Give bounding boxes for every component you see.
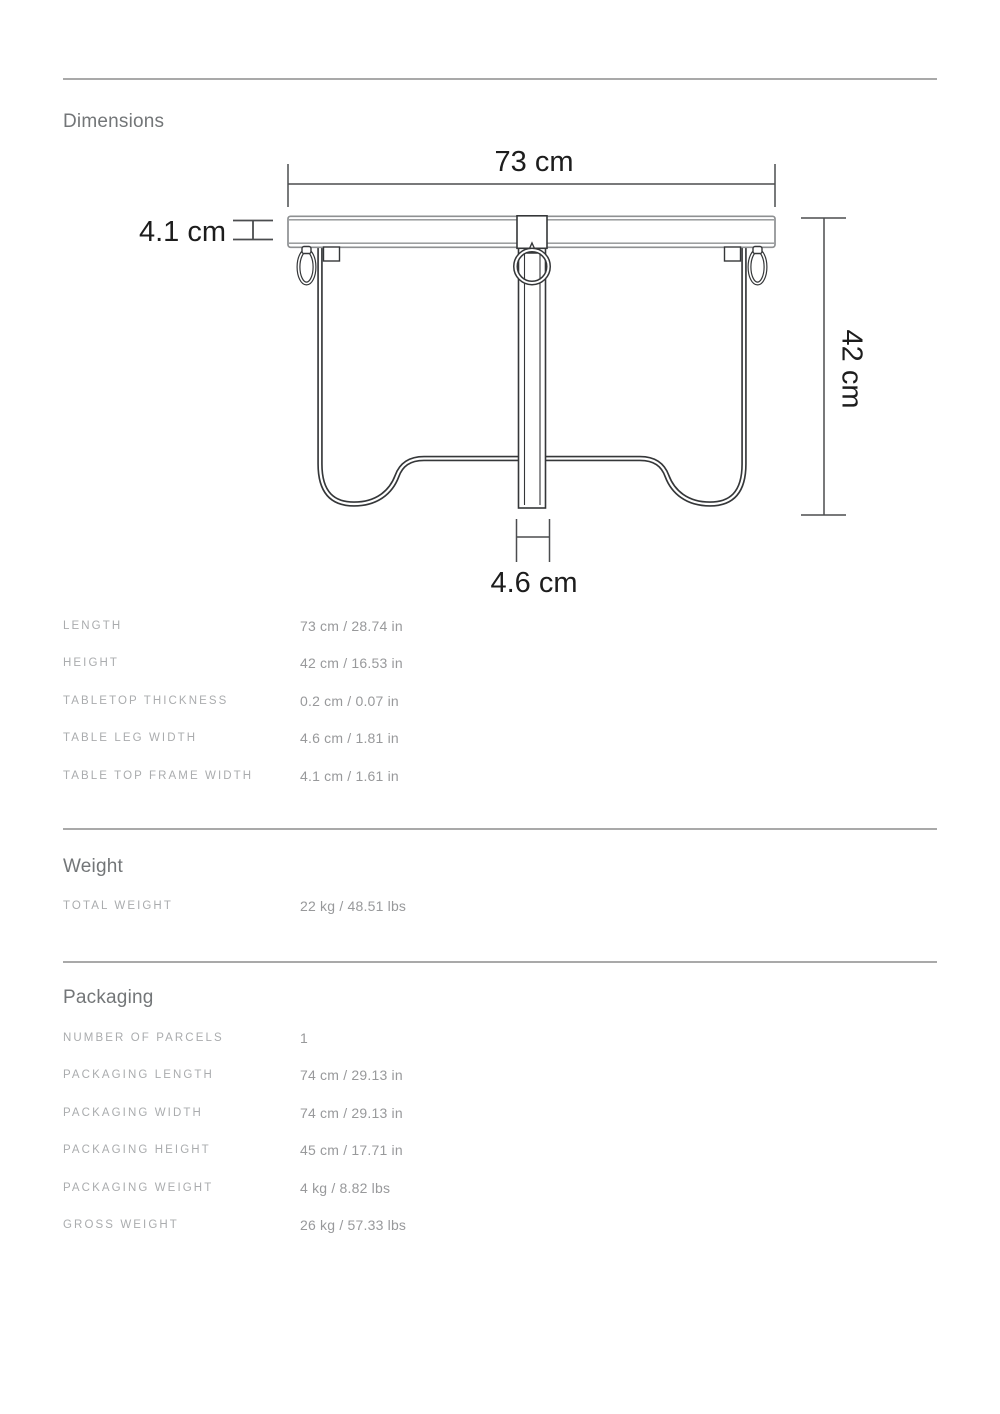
spec-label: TABLE LEG WIDTH: [63, 732, 198, 745]
spec-row-packaging-weight: [63, 1169, 937, 1207]
center-leg: [517, 216, 547, 508]
spec-value: 42 cm / 16.53 in: [300, 655, 403, 672]
dimensions-section-title: Dimensions: [63, 111, 165, 132]
right-leg-bracket: [725, 247, 741, 261]
spec-row-length: [63, 607, 937, 645]
spec-value: 74 cm / 29.13 in: [300, 1067, 403, 1084]
spec-label: PACKAGING WEIGHT: [63, 1181, 214, 1194]
packaging-section-title: Packaging: [63, 987, 154, 1008]
spec-label: NUMBER OF PARCELS: [63, 1031, 224, 1044]
spec-label: PACKAGING HEIGHT: [63, 1144, 211, 1157]
left-leg-bracket: [324, 247, 340, 261]
weight-spec-list: [63, 887, 937, 925]
width-dimension-label: 73 cm: [494, 146, 574, 178]
leg-width-dimension-label: 4.6 cm: [490, 567, 578, 599]
height-dimension-label: 42 cm: [835, 329, 868, 409]
spec-value: 26 kg / 57.33 lbs: [300, 1217, 407, 1234]
frame-width-dimension-label: 4.1 cm: [138, 216, 226, 248]
spec-row-gross-weight: [63, 1207, 937, 1245]
spec-value: 4 kg / 8.82 lbs: [300, 1179, 391, 1196]
right-ring: [750, 247, 766, 284]
spec-value: 0.2 cm / 0.07 in: [300, 692, 399, 709]
spec-row-packaging-length: [63, 1057, 937, 1095]
divider-weight: [63, 828, 937, 830]
spec-row-total-weight: [63, 887, 937, 925]
left-leg: [320, 246, 520, 504]
spec-label: PACKAGING LENGTH: [63, 1069, 214, 1082]
spec-label: TOTAL WEIGHT: [63, 899, 173, 912]
spec-row-tabletop-thickness: [63, 682, 937, 720]
spec-label: TABLETOP THICKNESS: [63, 694, 229, 707]
spec-value: 22 kg / 48.51 lbs: [300, 897, 407, 914]
leg-width-dimension-lines: [517, 519, 550, 562]
weight-section-title: Weight: [63, 856, 123, 877]
spec-row-table-top-frame-width: [63, 757, 937, 795]
spec-value: 74 cm / 29.13 in: [300, 1104, 403, 1121]
spec-row-packaging-width: [63, 1094, 937, 1132]
spec-label: HEIGHT: [63, 657, 120, 670]
spec-row-packaging-height: [63, 1132, 937, 1170]
right-leg: [544, 246, 744, 504]
spec-label: PACKAGING WIDTH: [63, 1106, 203, 1119]
packaging-spec-list: [63, 1019, 937, 1244]
spec-value: 4.1 cm / 1.61 in: [300, 767, 399, 784]
spec-label: LENGTH: [63, 619, 123, 632]
table-technical-drawing: [0, 0, 1000, 620]
spec-value: 1: [300, 1029, 308, 1046]
spec-row-height: [63, 645, 937, 683]
divider-packaging: [63, 961, 937, 963]
spec-value: 73 cm / 28.74 in: [300, 617, 403, 634]
spec-row-number-of-parcels: [63, 1019, 937, 1057]
spec-label: TABLE TOP FRAME WIDTH: [63, 769, 254, 782]
dimensions-spec-list: [63, 607, 937, 795]
left-ring: [299, 247, 315, 284]
spec-value: 45 cm / 17.71 in: [300, 1142, 403, 1159]
frame-width-dimension-lines: [233, 221, 273, 240]
spec-label: GROSS WEIGHT: [63, 1219, 179, 1232]
spec-value: 4.6 cm / 1.81 in: [300, 730, 399, 747]
spec-row-table-leg-width: [63, 720, 937, 758]
